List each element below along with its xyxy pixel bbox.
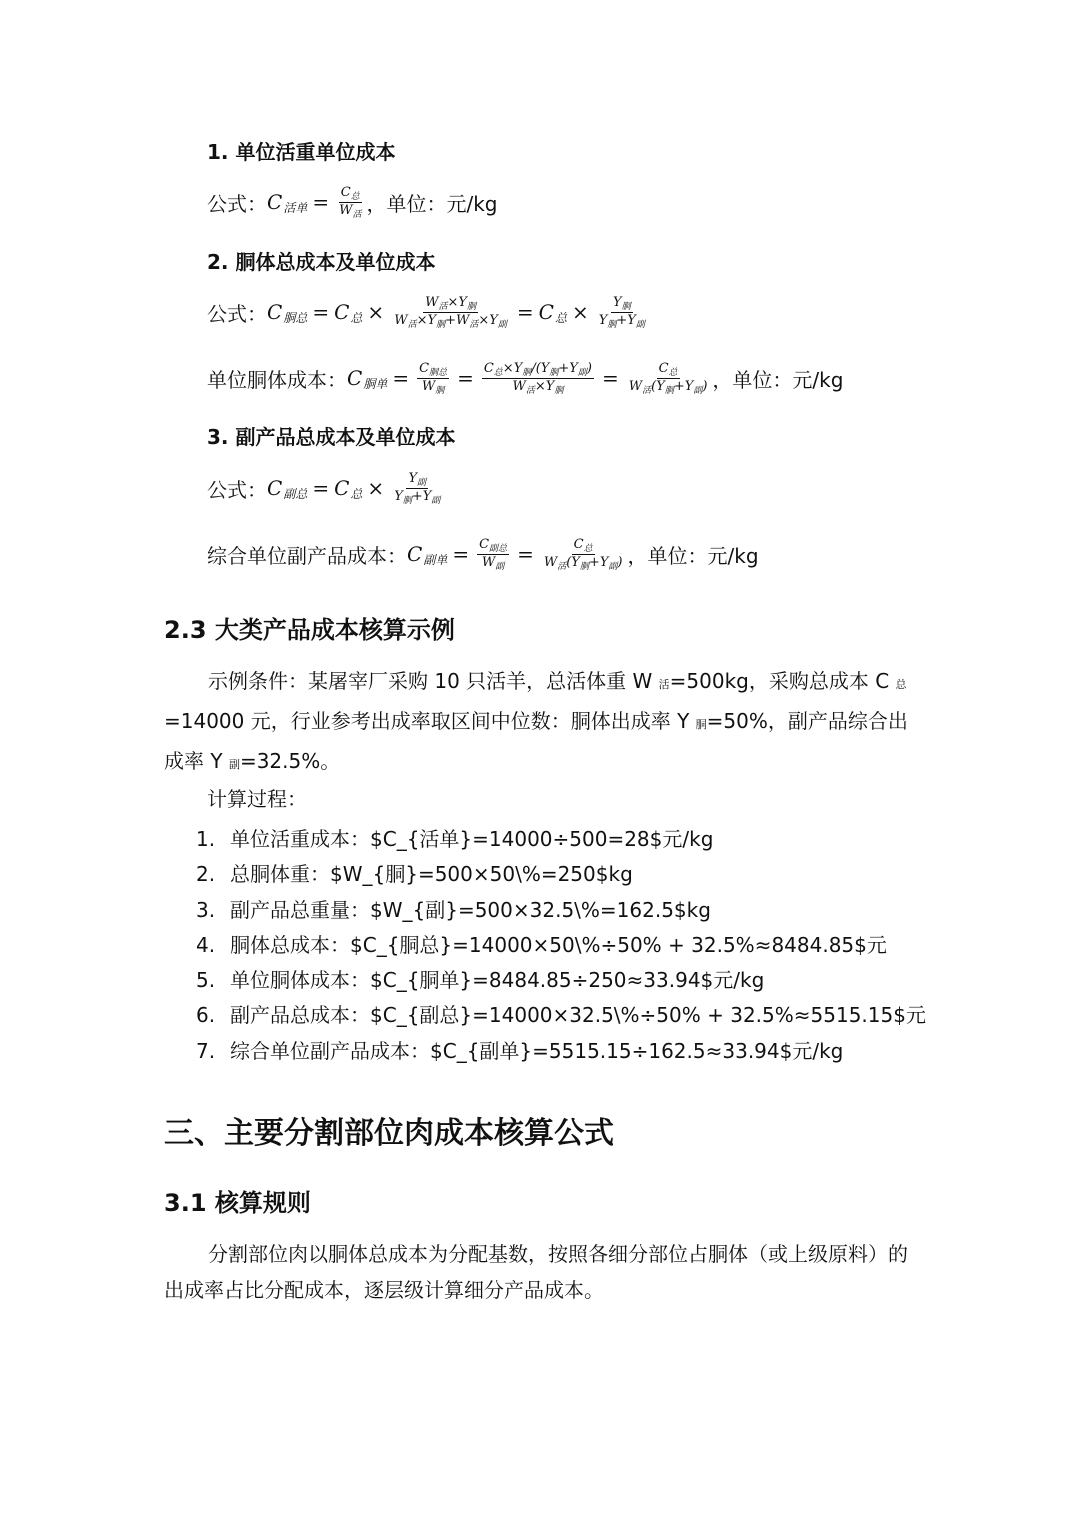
formula-unit-byproduct-cost: 综合单位副产品成本： C 副单 = $\frac{C_{副总}}{W_副}$ = $\frac{C_总}{W_活(Y_胴+Y_副)}$ ，单位：元/kg bbox=[207, 536, 759, 572]
formula-byproduct-total-cost: 公式： C 副总 = C 总 × $\frac{Y_副}{Y_胴+Y_副}$ bbox=[207, 470, 441, 506]
list-item: 4. 胴体总成本：$C_{胴总}=14000×50\%÷50% + 32.5%≈8484.85$元 bbox=[196, 932, 887, 957]
fraction: $\frac{C_总}{W_活}$ bbox=[339, 184, 362, 220]
example-condition-paragraph: 示例条件：某屠宰厂采购 10 只活羊，总活体重 W 活=500kg，采购总成本 C 总=14000 元，行业参考出成率取区间中位数：胴体出成率 Y 胴=50%，副产品综合出成率 Y 副=32.5%。 bbox=[164, 669, 908, 773]
calculation-steps bbox=[164, 822, 926, 1069]
list-item: 6. 副产品总成本：$C_{副总}=14000×32.5\%÷50% + 32.5%≈5515.15$元 bbox=[196, 1003, 926, 1028]
heading-formula-2: 2. 胴体总成本及单位成本 bbox=[207, 250, 436, 274]
rule-paragraph: 分割部位肉以胴体总成本为分配基数，按照各细分部位占胴体（或上级原料）的出成率占比分配成本，逐层级计算细分产品成本。 bbox=[164, 1242, 908, 1302]
formula-label: 公式： bbox=[207, 191, 267, 216]
list-item: 5. 单位胴体成本：$C_{胴单}=8484.85÷250≈33.94$元/kg bbox=[196, 968, 765, 993]
heading-formula-3: 3. 副产品总成本及单位成本 bbox=[207, 425, 456, 449]
fraction: $\frac{W_活\times Y_胴}{W_活\times Y_胴+W_活\times Y_副}$ bbox=[394, 294, 507, 330]
section-heading-3-1: 3.1 核算规则 bbox=[164, 1189, 311, 1217]
formula-unit-carcass-cost: 单位胴体成本： C 胴单 = $\frac{C_{胴总}}{W_胴}$ = $\frac{C_总\times Y_胴/(Y_胴+Y_副)}{W_活\times Y_胴}$ = $\frac{C_总}{W_活(Y_胴+Y_副)}$ ，单位：元/kg bbox=[207, 360, 844, 396]
process-label: 计算过程： bbox=[207, 787, 307, 811]
unit-suffix: ，单位：元/kg bbox=[366, 191, 498, 216]
heading-formula-1: 1. 单位活重单位成本 bbox=[207, 140, 396, 164]
list-item: 1. 单位活重成本：$C_{活单}=14000÷500=28$元/kg bbox=[196, 827, 714, 851]
fraction: $\frac{Y_胴}{Y_胴+Y_副}$ bbox=[598, 294, 645, 330]
formula-carcass-total-cost: 公式： C 胴总 = C 总 × $\frac{W_活\times Y_胴}{W_活\times Y_胴+W_活\times Y_副}$ = C 总 × $\frac{Y_胴}{Y_胴+Y_副}$ bbox=[207, 294, 645, 330]
chapter-heading-3: 三、主要分割部位肉成本核算公式 bbox=[164, 1116, 614, 1151]
list-item: 7. 综合单位副产品成本：$C_{副单}=5515.15÷162.5≈33.94$元/kg bbox=[196, 1038, 844, 1063]
section-heading-2-3: 2.3 大类产品成本核算示例 bbox=[164, 616, 455, 644]
list-item: 2. 总胴体重：$W_{胴}=500×50\%=250$kg bbox=[196, 862, 633, 887]
formula-unit-live-cost: 公式： C 活单 = $\frac{C_总}{W_活}$ ，单位：元/kg bbox=[207, 184, 498, 220]
list-item: 3. 副产品总重量：$W_{副}=500×32.5\%=162.5$kg bbox=[196, 897, 711, 922]
